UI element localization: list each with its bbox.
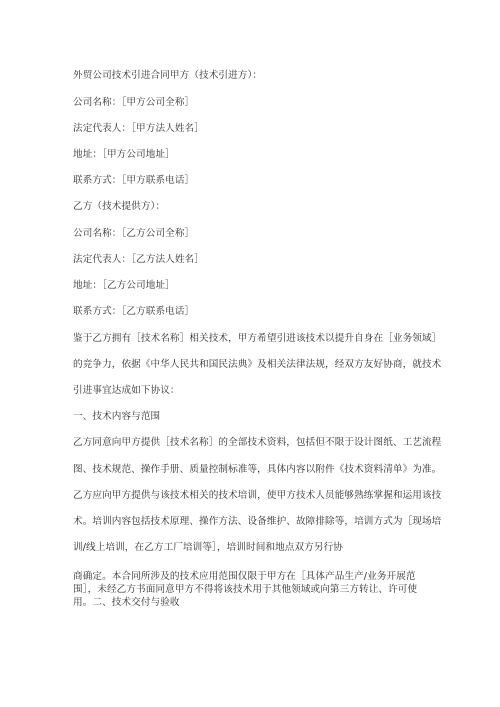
party-a-contact: 联系方式：［甲方联系电话］ [73,175,195,186]
party-b-contact: 联系方式：［乙方联系电话］ [73,306,195,317]
section-1-line-4: 术。培训内容包括技术原理、操作方法、设备维护、故障排除等，培训方式为［现场培 [73,516,442,527]
scope-paragraph: 商确定。本合同所涉及的技术应用范围仅限于甲方在［具体产品生产/业务开展范围］，未经乙方书面同意甲方不得将该技术用于其他领域或向第三方转让、许可使用。二、技术交付与验收 [73,571,418,608]
section-1-line-3: 乙方应向甲方提供与该技术相关的技术培训，使甲方技术人员能够熟练掌握和运用该技 [73,490,442,501]
contract-title: 外贸公司技术引进合同甲方（技术引进方）： [73,70,263,81]
party-b-address: 地址：［乙方公司地址］ [73,280,175,291]
party-a-legal-representative: 法定代表人：［甲方法人姓名］ [73,123,204,134]
preamble-line-3: 引进事宜达成如下协议： [73,385,180,396]
preamble-line-1: 鉴于乙方拥有［技术名称］相关技术，甲方希望引进该技术以提升自身在［业务领域］ [73,333,442,344]
party-b-legal-representative: 法定代表人：［乙方法人姓名］ [73,254,204,265]
party-a-company-name: 公司名称：［甲方公司全称］ [73,97,195,108]
party-a-address: 地址：［甲方公司地址］ [73,149,175,160]
section-1-line-5: 训/线上培训，在乙方工厂培训等］，培训时间和地点双方另行协 [73,542,343,553]
preamble-line-2: 的竞争力，依据《中华人民共和国民法典》及相关法律法规，经双方友好协商，就技术 [73,359,442,370]
section-1-heading: 一、技术内容与范围 [73,411,161,422]
party-b-company-name: 公司名称：［乙方公司全称］ [73,228,195,239]
section-1-line-1: 乙方同意向甲方提供［技术名称］的全部技术资料，包括但不限于设计图纸、工艺流程 [73,437,442,448]
party-b-heading: 乙方（技术提供方）： [73,201,166,212]
section-1-line-2: 图、技术规范、操作手册、质量控制标准等，具体内容以附件《技术资料清单》为准。 [73,464,442,475]
